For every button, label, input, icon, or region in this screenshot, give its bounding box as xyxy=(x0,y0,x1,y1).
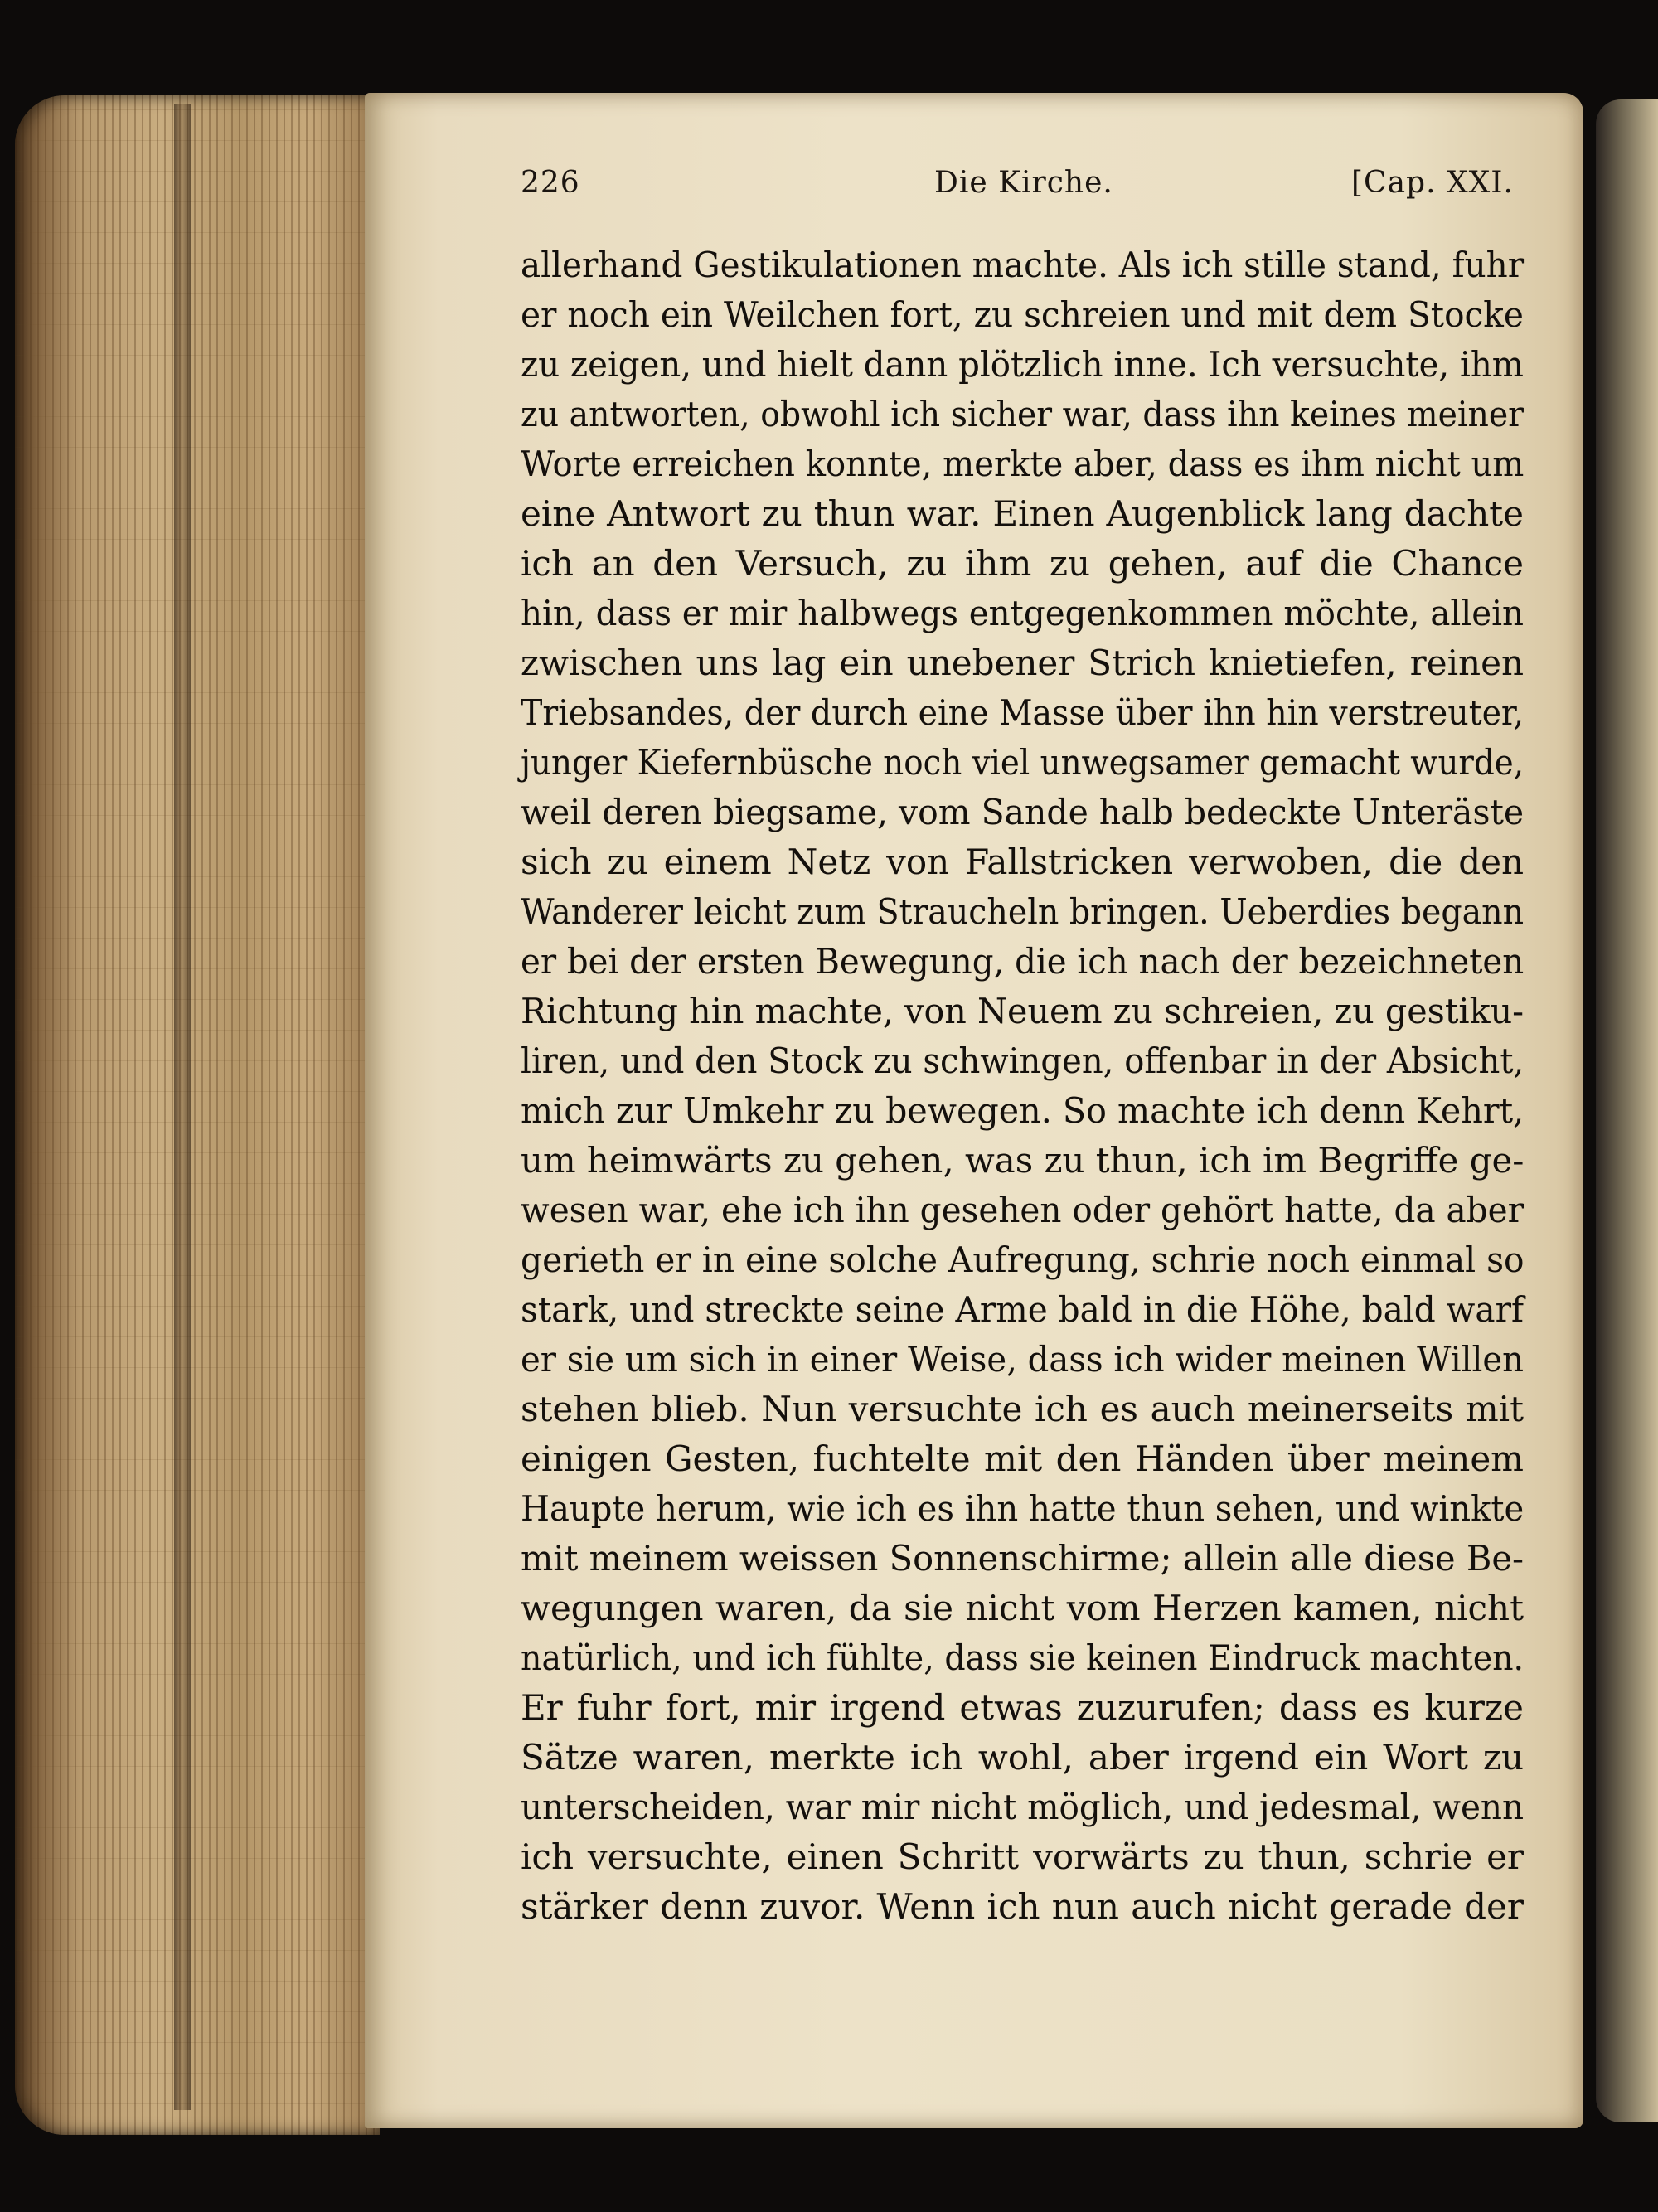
page-number: 226 xyxy=(521,166,580,200)
text-line: mich zur Umkehr zu bewegen. So machte ich denn Kehrt, xyxy=(521,1090,1525,1131)
text-line: natürlich, und ich fühlte, dass sie keinen Eindruck machten. xyxy=(521,1637,1525,1678)
body-text xyxy=(521,240,1524,1932)
book-page-edges xyxy=(15,95,380,2135)
text-line: Triebsandes, der durch eine Masse über ihn hin verstreuter, xyxy=(521,692,1525,733)
text-line: einigen Gesten, fuchtelte mit den Händen über meinem xyxy=(521,1438,1524,1479)
text-line: liren, und den Stock zu schwingen, offenbar in der Absicht, xyxy=(521,1041,1525,1081)
chapter-reference: [Cap. XXI. xyxy=(1351,166,1514,200)
text-line: weil deren biegsame, vom Sande halb bedeckte Unteräste xyxy=(521,792,1525,832)
text-line: er sie um sich in einer Weise, dass ich wider meinen Willen xyxy=(521,1339,1524,1380)
text-line: ich versuchte, einen Schritt vorwärts zu thun, schrie er xyxy=(521,1836,1524,1877)
text-line: sich zu einem Netz von Fallstricken verwoben, die den xyxy=(521,842,1524,882)
text-line: junger Kiefernbüsche noch viel unwegsamer gemacht wurde, xyxy=(521,742,1525,783)
text-line: wesen war, ehe ich ihn gesehen oder gehört hatte, da aber xyxy=(521,1190,1524,1230)
text-line: gerieth er in eine solche Aufregung, schrie noch einmal so xyxy=(521,1239,1525,1280)
text-line: mit meinem weissen Sonnenschirme; allein alle diese Be- xyxy=(521,1538,1525,1579)
text-line: zu antworten, obwohl ich sicher war, dass ihn keines meiner xyxy=(521,394,1525,434)
book-edge-shadow xyxy=(174,104,191,2110)
text-line: er noch ein Weilchen fort, zu schreien und mit dem Stocke xyxy=(521,294,1524,335)
text-line: stehen blieb. Nun versuchte ich es auch meinerseits mit xyxy=(521,1389,1524,1429)
text-line: Richtung hin machte, von Neuem zu schreien, zu gestiku- xyxy=(521,991,1525,1031)
text-line: Worte erreichen konnte, merkte aber, dass es ihm nicht um xyxy=(521,444,1525,484)
text-line: Er fuhr fort, mir irgend etwas zuzurufen; dass es kurze xyxy=(521,1687,1524,1728)
text-line: wegungen waren, da sie nicht vom Herzen kamen, nicht xyxy=(521,1588,1524,1628)
text-line: stark, und streckte seine Arme bald in die Höhe, bald warf xyxy=(521,1289,1525,1330)
text-line: eine Antwort zu thun war. Einen Augenblick lang dachte xyxy=(521,493,1524,534)
text-line: er bei der ersten Bewegung, die ich nach der bezeichneten xyxy=(521,941,1525,982)
text-line: hin, dass er mir halbwegs entgegenkommen möchte, allein xyxy=(521,593,1525,633)
text-line: Wanderer leicht zum Straucheln bringen. Ueberdies begann xyxy=(521,891,1525,932)
text-line: zwischen uns lag ein unebener Strich knietiefen, reinen xyxy=(521,643,1524,683)
facing-page-edge xyxy=(1596,99,1658,2122)
text-line: stärker denn zuvor. Wenn ich nun auch nicht gerade der xyxy=(521,1886,1524,1927)
text-line: Sätze waren, merkte ich wohl, aber irgend ein Wort zu xyxy=(521,1737,1524,1778)
text-line: Haupte herum, wie ich es ihn hatte thun sehen, und winkte xyxy=(521,1488,1525,1529)
text-line: um heimwärts zu gehen, was zu thun, ich im Begriffe ge- xyxy=(521,1140,1525,1181)
text-line: unterscheiden, war mir nicht möglich, und jedesmal, wenn xyxy=(521,1787,1525,1827)
text-line: ich an den Versuch, zu ihm zu gehen, auf die Chance xyxy=(521,543,1524,584)
text-line: zu zeigen, und hielt dann plötzlich inne. Ich versuchte, ihm xyxy=(521,344,1524,385)
running-title: Die Kirche. xyxy=(934,166,1113,200)
text-line: allerhand Gestikulationen machte. Als ich stille stand, fuhr xyxy=(521,245,1525,285)
